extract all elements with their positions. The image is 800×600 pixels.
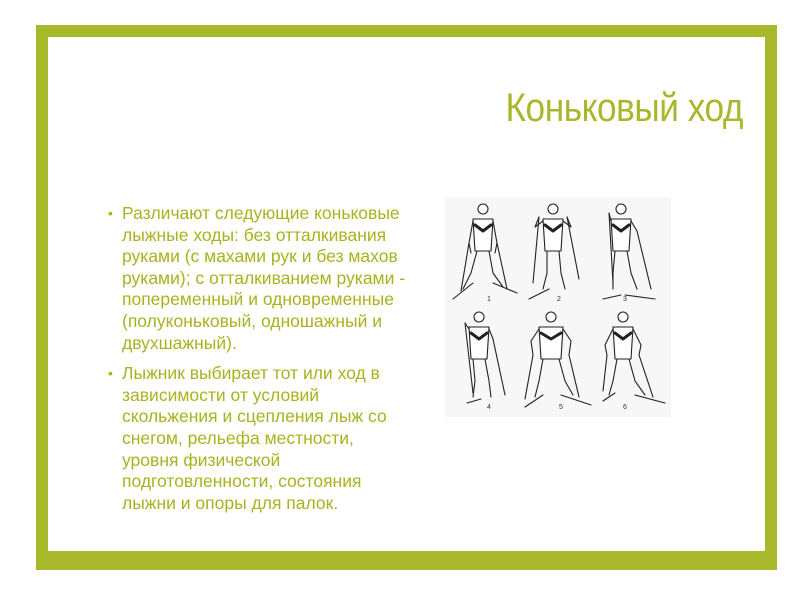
slide-title: Коньковый ход bbox=[505, 86, 743, 130]
bullet-list bbox=[108, 203, 408, 523]
skier-figure-5 bbox=[525, 312, 591, 407]
bullet-item bbox=[108, 203, 408, 354]
bullet-item bbox=[108, 363, 408, 514]
figure-label-6: 6 bbox=[623, 404, 627, 411]
skier-figure-6 bbox=[603, 312, 665, 403]
bullet-text: Различают следующие коньковые лыжные ходы: без отталкивания руками (с махами рук и без махов руками); с отталкиванием руками - попеременный и одновременные (полуконьковый, одношажный и двухшажный). bbox=[122, 203, 406, 353]
figure-label-3: 3 bbox=[623, 296, 627, 303]
bullet-text: Лыжник выбирает тот или ход в зависимости от условий скольжения и сцепления лыж со снегом, рельефа местности, уровня физической подготовленности, состояния лыжни и опоры для палок. bbox=[122, 363, 387, 513]
skier-figure-3 bbox=[603, 204, 655, 299]
figure-label-1: 1 bbox=[487, 296, 491, 303]
bullet-marker: • bbox=[108, 205, 113, 221]
skier-figure-2 bbox=[529, 204, 579, 299]
slide-content bbox=[48, 37, 765, 551]
figure-label-2: 2 bbox=[557, 296, 561, 303]
skier-figures-image bbox=[445, 197, 671, 417]
skier-figure-4 bbox=[465, 312, 505, 403]
bullet-marker: • bbox=[108, 365, 113, 382]
figure-label-5: 5 bbox=[559, 404, 563, 411]
skier-figures-svg bbox=[445, 197, 671, 417]
skier-figure-1 bbox=[453, 204, 517, 299]
slide-frame bbox=[36, 25, 777, 570]
figure-label-4: 4 bbox=[487, 404, 491, 411]
